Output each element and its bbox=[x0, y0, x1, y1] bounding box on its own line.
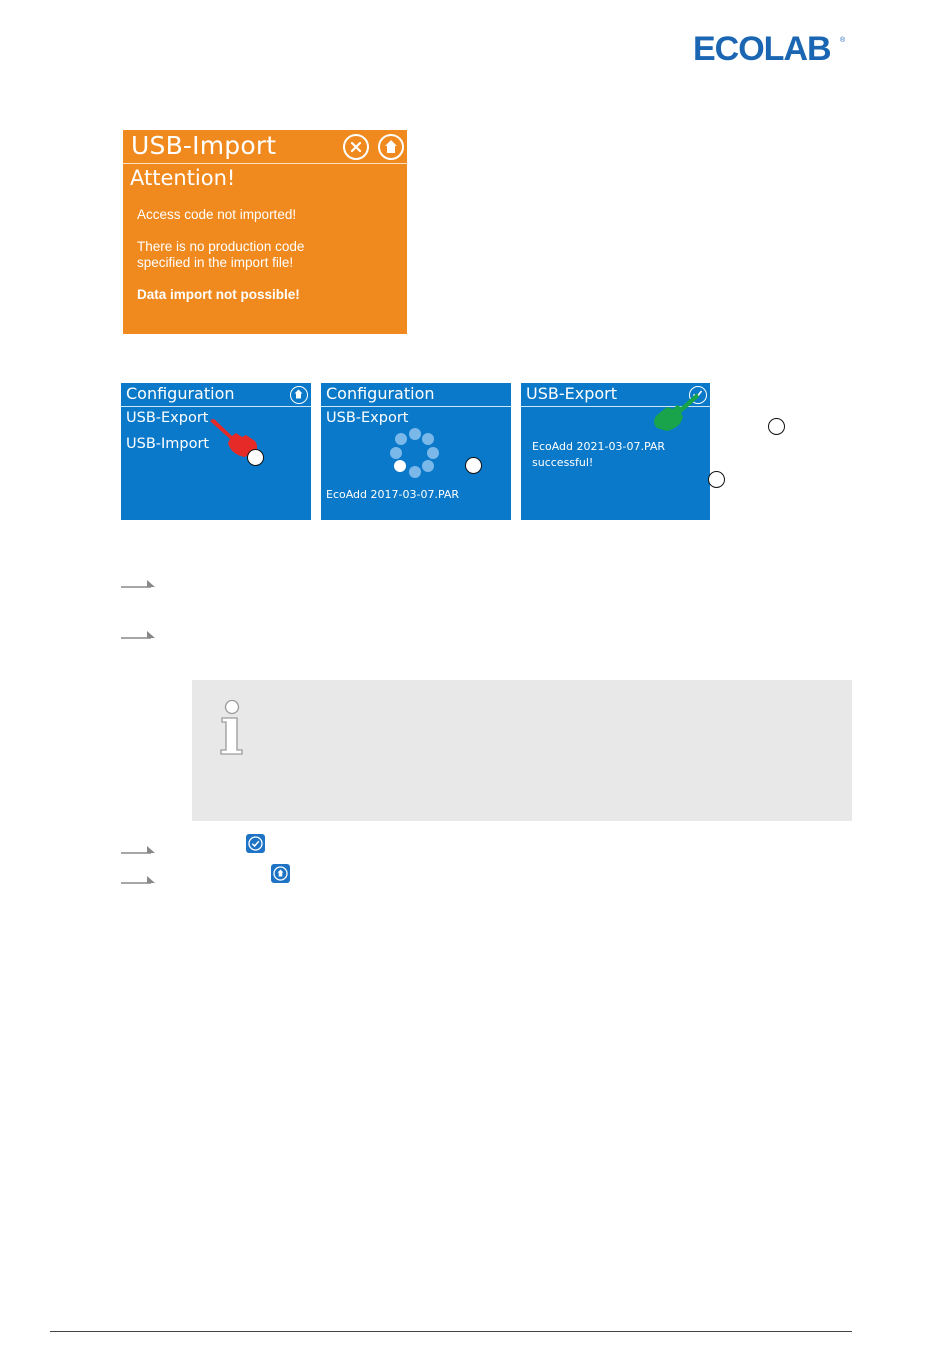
success-message: successful! bbox=[532, 456, 594, 469]
home-icon bbox=[271, 864, 290, 883]
title-divider bbox=[321, 406, 511, 407]
check-icon bbox=[246, 834, 265, 853]
warning-subtitle: Attention! bbox=[130, 166, 236, 190]
usb-import-warning-screen bbox=[123, 130, 407, 334]
step-arrow-icon bbox=[121, 873, 157, 885]
home-icon[interactable] bbox=[378, 134, 404, 160]
warning-title: USB-Import bbox=[131, 131, 277, 160]
footer-divider bbox=[50, 1331, 852, 1332]
configuration-screen bbox=[121, 383, 311, 520]
close-icon[interactable] bbox=[343, 134, 369, 160]
configuration-export-progress-screen bbox=[321, 383, 511, 520]
usb-export-success-screen bbox=[521, 383, 710, 520]
screen-title: USB-Export bbox=[526, 384, 617, 403]
loading-spinner bbox=[385, 427, 445, 482]
step-arrow-icon bbox=[121, 843, 157, 855]
callout-marker-2 bbox=[465, 457, 482, 474]
step-arrow-icon bbox=[121, 628, 157, 640]
title-divider bbox=[121, 406, 311, 407]
warning-line-1: Access code not imported! bbox=[137, 207, 297, 222]
menu-item-usb-export: USB-Export bbox=[326, 410, 409, 426]
callout-marker-4 bbox=[768, 418, 785, 435]
title-divider bbox=[123, 163, 407, 164]
screen-title: Configuration bbox=[126, 384, 235, 403]
green-hand-icon bbox=[649, 391, 699, 435]
step-arrow-icon bbox=[121, 577, 157, 589]
svg-text:®: ® bbox=[840, 37, 846, 44]
logo-text: ECOLAB bbox=[693, 30, 831, 68]
success-filename: EcoAdd 2021-03-07.PAR bbox=[532, 440, 666, 453]
screen-title: Configuration bbox=[326, 384, 435, 403]
home-icon[interactable] bbox=[290, 386, 308, 404]
menu-item-usb-export[interactable]: USB-Export bbox=[126, 410, 209, 426]
warning-line-3: Data import not possible! bbox=[137, 287, 300, 302]
callout-marker-1 bbox=[247, 449, 264, 466]
ecolab-logo bbox=[690, 28, 850, 68]
warning-line-2a: There is no production code bbox=[137, 239, 305, 254]
export-filename: EcoAdd 2017-03-07.PAR bbox=[326, 488, 460, 501]
menu-item-usb-import[interactable]: USB-Import bbox=[126, 436, 210, 452]
warning-line-2b: specified in the import file! bbox=[137, 255, 294, 270]
callout-marker-3 bbox=[708, 471, 725, 488]
info-note-box bbox=[192, 680, 852, 821]
info-icon bbox=[216, 699, 248, 759]
